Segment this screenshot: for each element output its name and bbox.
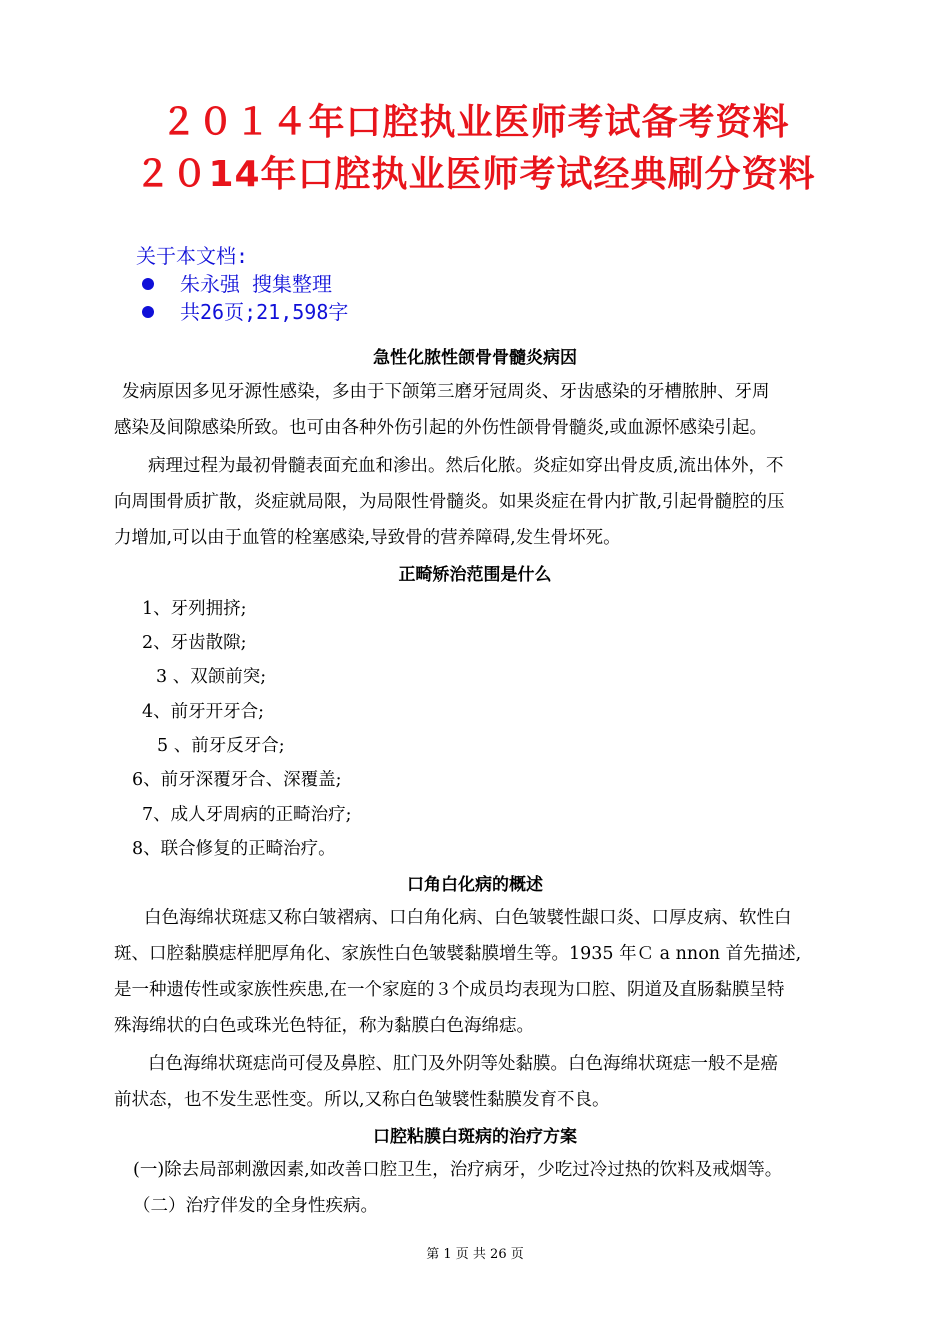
list-item: 7、成人牙周病的正畸治疗;: [142, 805, 352, 825]
list-item: (一)除去局部刺激因素,如改善口腔卫生，治疗病牙，少吃过冷过热的饮料及戒烟等。: [133, 1160, 783, 1180]
paragraph-line: 力增加,可以由于血管的栓塞感染,导致骨的营养障碍,发生骨坏死。: [114, 528, 621, 548]
paragraph-line: 白色海绵状斑痣又称白皱褶病、口白角化病、白色皱襞性龈口炎、口厚皮病、软性白: [144, 908, 792, 928]
bullet-icon: [142, 278, 154, 290]
list-item: 8、联合修复的正畸治疗。: [132, 839, 336, 859]
list-item: 3 、双颌前突;: [156, 667, 267, 687]
paragraph-line: 向周围骨质扩散，炎症就局限，为局限性骨髓炎。如果炎症在骨内扩散,引起骨髓腔的压: [114, 492, 785, 512]
document-title-line2: ２０14年口腔执业医师考试经典刷分资料: [134, 154, 816, 195]
paragraph-line: 殊海绵状的白色或珠光色特征，称为黏膜白色海绵痣。: [114, 1016, 534, 1036]
list-item: （二）治疗伴发的全身性疾病。: [133, 1196, 378, 1216]
list-item: 4、前牙开牙合;: [142, 702, 265, 722]
paragraph-line: 斑、口腔黏膜痣样肥厚角化、家族性白色皱襞黏膜增生等。1935 年Ｃ a nnon 首先描述,: [114, 944, 802, 964]
paragraph-line: 前状态，也不发生恶性变。所以,又称白色皱襞性黏膜发育不良。: [114, 1090, 610, 1110]
section-heading: 口角白化病的概述: [407, 875, 543, 895]
section-heading: 急性化脓性颌骨骨髓炎病因: [373, 348, 577, 368]
section-heading: 口腔粘膜白斑病的治疗方案: [373, 1127, 577, 1147]
paragraph-line: 病理过程为最初骨髓表面充血和渗出。然后化脓。炎症如穿出骨皮质,流出体外，不: [148, 456, 784, 476]
page-number-footer: 第 1 页 共 26 页: [426, 1247, 524, 1262]
list-item: 6、前牙深覆牙合、深覆盖;: [132, 770, 342, 790]
list-item: 1、牙列拥挤;: [142, 599, 247, 619]
paragraph-line: 发病原因多见牙源性感染，多由于下颌第三磨牙冠周炎、牙齿感染的牙槽脓肿、牙周: [122, 382, 770, 402]
about-item: [136, 270, 348, 298]
paragraph: [114, 374, 856, 446]
about-item: [136, 298, 348, 326]
bullet-icon: [142, 306, 154, 318]
about-block: [136, 242, 348, 326]
paragraph-line: 感染及间隙感染所致。也可由各种外伤引起的外伤性颌骨骨髓炎,或血源怀感染引起。: [114, 418, 768, 438]
paragraph-line: 白色海绵状斑痣尚可侵及鼻腔、肛门及外阴等处黏膜。白色海绵状斑痣一般不是癌: [148, 1054, 778, 1074]
document-title-line1: ２０１４年口腔执业医师考试备考资料: [160, 102, 790, 143]
list-item: 5 、前牙反牙合;: [157, 736, 285, 756]
paragraph: [114, 448, 856, 556]
section-heading: 正畸矫治范围是什么: [398, 565, 552, 585]
list-item: 2、牙齿散隙;: [142, 633, 247, 653]
paragraph-line: 是一种遗传性或家族性疾患,在一个家庭的３个成员均表现为口腔、阴道及直肠黏膜呈特: [114, 980, 785, 1000]
about-heading: 关于本文档:: [136, 244, 249, 268]
paragraph: [114, 900, 856, 1044]
about-item-text: 朱永强 搜集整理: [180, 272, 333, 296]
paragraph: [114, 1046, 856, 1118]
about-item-text: 共26页;21,598字: [180, 300, 349, 324]
